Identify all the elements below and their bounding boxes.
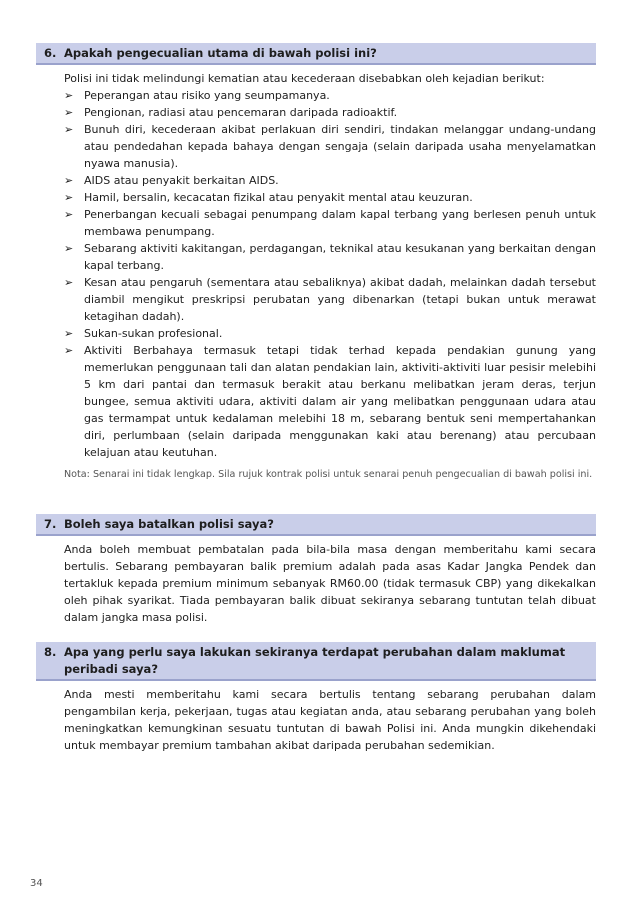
arrowhead-bullet-icon: ➢ <box>64 242 74 255</box>
question-7-header <box>36 514 596 536</box>
arrowhead-bullet-icon: ➢ <box>64 106 74 119</box>
list-item: ➢ Aktiviti Berbahaya termasuk tetapi tidak terhad kepada pendakian gunung yang memerlukan penggunaan tali dan alatan pendakian lain, aktiviti-aktiviti luar pesisir melebihi 5 km dari pantai dan termasuk berakit atau berkanu melibatkan jeram deras, terjun bungee, semua aktiviti udara, aktiviti dalam air yang melibatkan penggunaan udara atau gas termampat untuk kedalaman melebihi 18 m, sebarang bentuk seni mempertahankan diri, perlumbaan (selain daripada menggunakan kaki atau berenang) atau percubaan kelajuan atau keutuhan. <box>64 344 596 459</box>
question-7-number: 7. <box>44 517 57 531</box>
list-item: ➢ Sukan-sukan profesional. <box>64 327 223 340</box>
exclusions-list <box>64 87 596 461</box>
exclusions-note: Nota: Senarai ini tidak lengkap. Sila rujuk kontrak polisi untuk senarai penuh pengecualian di bawah polisi ini. <box>64 469 593 480</box>
question-6-number: 6. <box>44 46 57 60</box>
list-item: ➢ Penerbangan kecuali sebagai penumpang dalam kapal terbang yang berlesen penuh untuk membawa penumpang. <box>64 208 596 238</box>
list-item: ➢ Peperangan atau risiko yang seumpamanya. <box>64 89 330 102</box>
arrowhead-bullet-icon: ➢ <box>64 123 74 136</box>
section-7 <box>36 514 596 626</box>
arrowhead-bullet-icon: ➢ <box>64 89 74 102</box>
question-8-title: Apa yang perlu saya lakukan sekiranya terdapat perubahan dalam maklumat peribadi saya? <box>64 645 566 676</box>
question-7-answer: Anda boleh membuat pembatalan pada bila-bila masa dengan memberitahu kami secara bertulis. Sebarang pembayaran balik premium adalah pada asas Kadar Jangka Pendek dan tertakluk kepada premium minimum sebanyak RM60.00 (tidak termasuk CBP) yang dikekalkan oleh pihak syarikat. Tiada pembayaran balik dibuat sekiranya sebarang tuntutan telah dibuat dalam jangka masa polisi. <box>64 543 596 624</box>
list-item: ➢ Bunuh diri, kecederaan akibat perlakuan diri sendiri, tindakan melanggar undang-undang atau pendedahan kepada bahaya dengan sengaja (selain daripada usaha menyelamatkan nyawa manusia). <box>64 123 596 170</box>
arrowhead-bullet-icon: ➢ <box>64 174 74 187</box>
question-6-title: Apakah pengecualian utama di bawah polisi ini? <box>64 46 377 60</box>
list-item: ➢ Sebarang aktiviti kakitangan, perdagangan, teknikal atau kesukanan yang berkaitan dengan kapal terbang. <box>64 242 596 272</box>
question-6-intro: Polisi ini tidak melindungi kematian atau kecederaan disebabkan oleh kejadian berikut: <box>64 72 545 85</box>
question-7-title: Boleh saya batalkan polisi saya? <box>64 517 274 531</box>
list-item: ➢ Kesan atau pengaruh (sementara atau sebaliknya) akibat dadah, melainkan dadah tersebut diambil mengikut preskripsi perubatan yang dibenarkan (tetapi bukan untuk merawat ketagihan dadah). <box>64 276 596 323</box>
arrowhead-bullet-icon: ➢ <box>64 327 74 340</box>
page-number: 34 <box>30 878 43 889</box>
arrowhead-bullet-icon: ➢ <box>64 208 74 221</box>
question-6-answer <box>64 65 596 482</box>
list-item: ➢ Pengionan, radiasi atau pencemaran daripada radioaktif. <box>64 106 398 119</box>
question-8-number: 8. <box>44 645 57 659</box>
section-8 <box>36 642 596 754</box>
list-item: ➢ AIDS atau penyakit berkaitan AIDS. <box>64 174 279 187</box>
section-6 <box>36 43 596 482</box>
question-8-answer: Anda mesti memberitahu kami secara bertulis tentang sebarang perubahan dalam pengambilan kerja, pekerjaan, tugas atau kegiatan anda, atau sebarang perubahan yang boleh meningkatkan kemungkinan sesuatu tuntutan di bawah Polisi ini. Anda mungkin dikehendaki untuk membayar premium tambahan akibat daripada perubahan sedemikian. <box>64 688 596 752</box>
arrowhead-bullet-icon: ➢ <box>64 191 74 204</box>
question-6-header <box>36 43 596 65</box>
list-item: ➢ Hamil, bersalin, kecacatan fizikal atau penyakit mental atau keuzuran. <box>64 191 473 204</box>
question-8-header <box>36 642 596 681</box>
arrowhead-bullet-icon: ➢ <box>64 344 74 357</box>
arrowhead-bullet-icon: ➢ <box>64 276 74 289</box>
